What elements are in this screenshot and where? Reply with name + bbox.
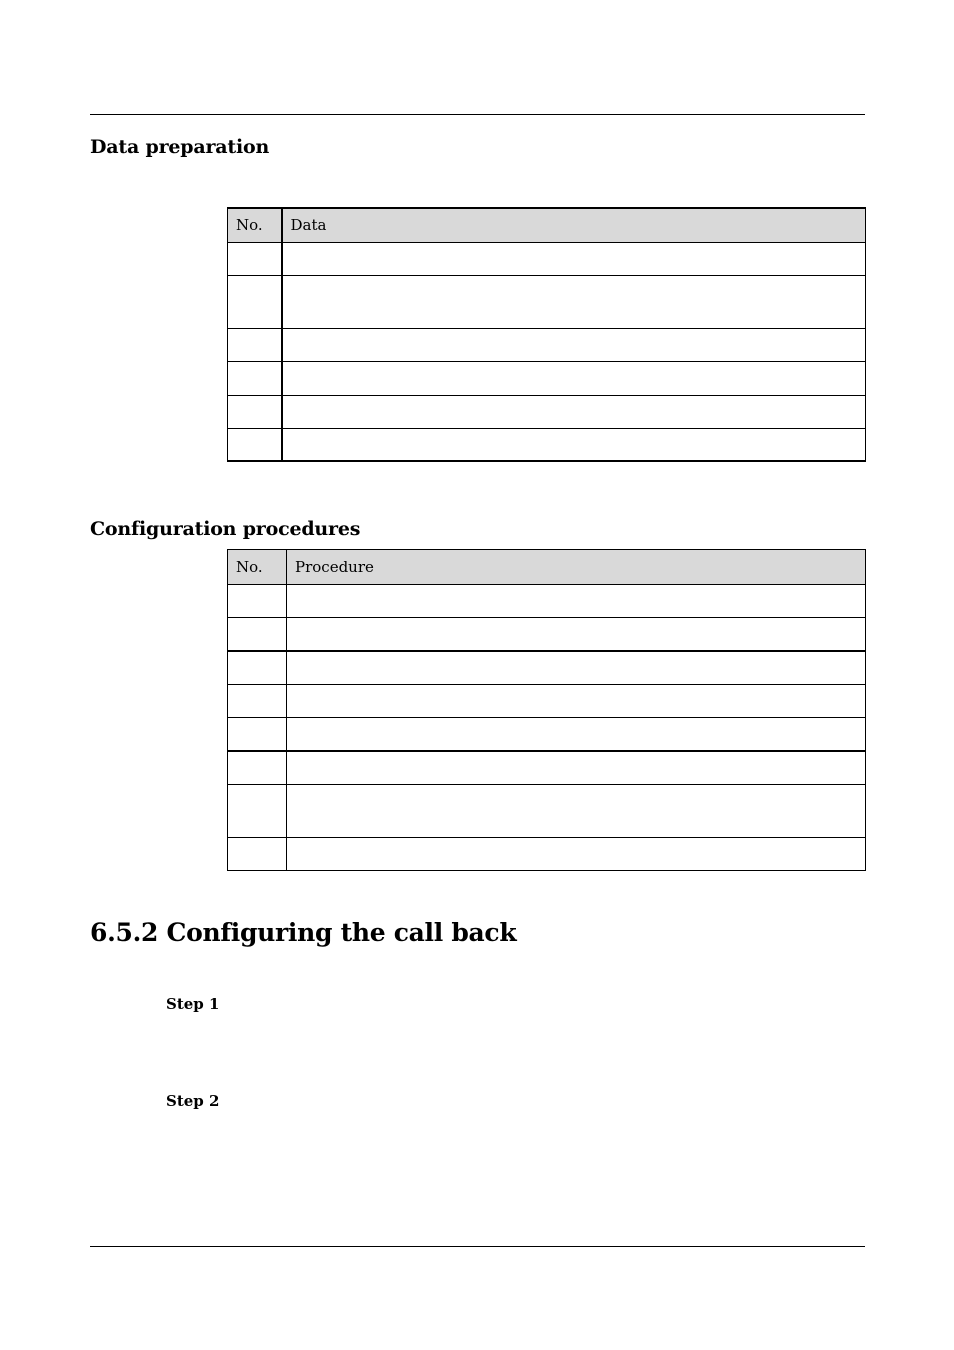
row-data: [282, 275, 866, 328]
column-header-no: No.: [228, 208, 282, 242]
row-no: [228, 275, 282, 328]
table-row: [228, 275, 866, 328]
row-no: [228, 618, 287, 651]
step-1-label: Step 1: [166, 995, 220, 1013]
row-no: [228, 685, 287, 718]
row-procedure: [287, 585, 866, 618]
row-no: [228, 651, 287, 685]
row-no: [228, 361, 282, 395]
configuration-procedures-table: [227, 549, 866, 871]
configuration-procedures-heading: Configuration procedures: [90, 518, 361, 540]
table-row: [228, 718, 866, 751]
table-row: [228, 751, 866, 785]
column-header-procedure: Procedure: [287, 550, 866, 585]
column-header-data: Data: [282, 208, 866, 242]
table-row: [228, 395, 866, 428]
table-row: [228, 651, 866, 685]
column-header-no: No.: [228, 550, 287, 585]
row-no: [228, 395, 282, 428]
step-2-label: Step 2: [166, 1092, 220, 1110]
table-row: [228, 428, 866, 461]
table-row: [228, 242, 866, 275]
table-header-row: [228, 208, 866, 242]
row-no: [228, 718, 287, 751]
table-row: [228, 585, 866, 618]
table-row: [228, 618, 866, 651]
row-no: [228, 585, 287, 618]
call-back-section-heading: 6.5.2 Configuring the call back: [90, 918, 517, 947]
row-no: [228, 328, 282, 361]
row-data: [282, 395, 866, 428]
data-preparation-table: [227, 207, 866, 462]
header-rule: [90, 114, 865, 115]
table-header-row: [228, 550, 866, 585]
row-data: [282, 242, 866, 275]
data-preparation-heading: Data preparation: [90, 136, 270, 158]
row-procedure: [287, 751, 866, 785]
row-procedure: [287, 685, 866, 718]
row-procedure: [287, 618, 866, 651]
row-no: [228, 242, 282, 275]
table-row: [228, 361, 866, 395]
row-no: [228, 751, 287, 785]
row-procedure: [287, 718, 866, 751]
footer-rule: [90, 1246, 865, 1247]
row-procedure: [287, 838, 866, 871]
row-procedure: [287, 785, 866, 838]
row-data: [282, 361, 866, 395]
row-procedure: [287, 651, 866, 685]
table-row: [228, 328, 866, 361]
row-no: [228, 838, 287, 871]
table-row: [228, 685, 866, 718]
table-row: [228, 785, 866, 838]
row-no: [228, 428, 282, 461]
row-no: [228, 785, 287, 838]
row-data: [282, 328, 866, 361]
row-data: [282, 428, 866, 461]
table-row: [228, 838, 866, 871]
